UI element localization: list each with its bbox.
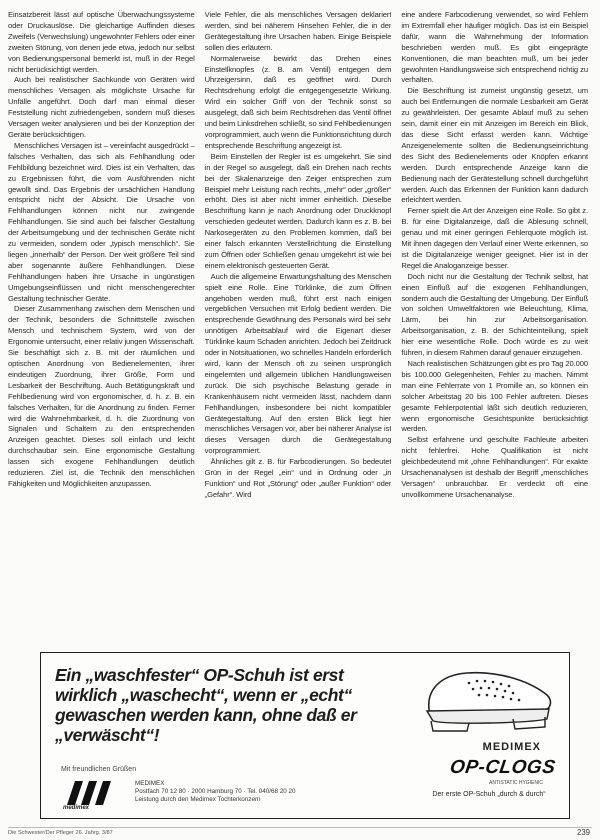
- paragraph: Doch nicht nur die Gestaltung der Technik selbst, hat einen Einfluß auf die exogenen Fehlhandlungen, sondern auch die Gestaltung der Umgebung. Der Einfluß von solchen Umweltfaktoren wie Beleuchtung, Klima, Lärm, bei hin zur Arbeitsorganisation. Arbeitsorganisation, z. B. der Schichteinteilung, spielt hier eine wesentliche Rolle. Doch würde es zu weit führen, in diesem Rahmen darauf genauer einzugehen.: [401, 271, 589, 358]
- ad-headline: Ein „waschfester“ OP-Schuh ist erst wirklich „waschecht“, wenn er „echt“ gewaschen werden kann, ohne daß er „verwäscht“!: [55, 665, 357, 745]
- paragraph: Die Beschriftung ist zumeist ungünstig gesetzt, um auch bei Entfernungen die normale Lesbarkeit am Gerät zu gewährleisten. Der gesamte Ablauf muß zu sehen sein, damit einer ein mit Anzeigen im Bereich ein Blick, das diese Sicht erfasst werden kann. Wichtige Anzeigenelemente sollten die Bedienungseinrichtung des Sicht des Bedienelements oder Knöpfen erkannt werden. Durch entsprechende Anzeige kann die Bedienung nach der Gerätestellung schnell durchgeführt werden. Auch das Erkennen der Funktion kann dadurch erleichtert werden.: [401, 86, 589, 205]
- paragraph: Beim Einstellen der Regler ist es umgekehrt. Sie sind in der Regel so ausgelegt, daß ein Drehen nach rechts bei der Skalenanzeige den Zeiger entsprechen zum Beispiel mehr Leistung nach rechts, „mehr“ oder „größer“ erhöht. Dies ist aber nicht immer einheitlich. Dieselbe Beschriftung kann je nach Anordnung oder Druckknopf verschieden gedeutet werden. Dadurch kann es z. B. bei Narkosegeräten zu den Problemen kommen, daß bei einer falsch erkannten Verstellrichtung die Einstellung zum Öffnen oder Schließen genau umgekehrt ist wie bei einem elektronisch gesteuerten Gerät.: [204, 151, 392, 270]
- address-line: Leistung durch den Medimex Tochterkonzern: [135, 796, 261, 804]
- address-line: MEDIMEX: [135, 780, 165, 787]
- clog-shoe-illustration: [409, 657, 559, 737]
- paragraph: Nach realistischen Schätzungen gibt es pro Tag 20.000 bis 100.000 Gelegenheiten, Fehler zu machen. Nimmt man eine Fehlerrate von 1 Promille an, so können ein solcher Arbeitstag 20 bis 100 Fehler auftreten. Dieses gesamte Fehlerpotential läßt sich deutlich reduzieren, wenn ergonomische Gesichtspunkte berücksichtigt werden.: [401, 359, 589, 434]
- paragraph: eine andere Farbcodierung verwendet, so wird Fehlern im Extremfall eher häufiger möglich. Das ist ein Beispiel dafür, wann die Wahrnehmung der Information beschrieben werden muß. Es gibt eingeprägte Konventionen, die man beachten muß, um bei jeder gewohnten Handlungsweise sich entsprechend richtig zu verhalten.: [401, 10, 589, 85]
- page-number: 239: [576, 828, 590, 837]
- paragraph: Auch die allgemeine Erwartungshaltung des Menschen spielt eine Rolle. Eine Türklinke, die zum Öffnen angehoben werden muß, führt erst nach einigen vergeblichen Versuchen mit Erfolg bedient werden. Die entsprechende Gewöhnung des Personals wird bei sehr unnötigen Arbeitsablauf wird die Eigenart dieser Türklinke kaum Schaden anrichten. Jedoch bei Zeitdruck oder in Notsituationen, wo schnelles Handeln erforderlich wird, kann der Mensch oft zu seinen ursprünglich eingelernten und allgemein üblichen Handlungsweisen zurück. Die sich psychische Belastung gerade in Krankenhäusern nicht vermeiden lässt, nachdem dann Fehlhandlungen, insbesondere bei nicht kompatibler Gerätegestaltung. Auf den ersten Blick liegt hier menschliches Versagen vor, aber bei näherer Analyse ist dieses Versagen durch die Gerätegestaltung vorprogrammiert.: [204, 271, 392, 456]
- paragraph: Viele Fehler, die als menschliches Versagen deklariert werden, sind bei näherem Hinsehen Fehler, die in der Gerätegestaltung ihre Ursachen haben. Einige Beispiele sollen dies erläutern.: [204, 10, 392, 52]
- product-name: OP-CLOGS: [448, 757, 557, 778]
- paragraph: Ferner spielt die Art der Anzeigen eine Rolle. So gibt z. B. für eine Digitalanzeige, daß die Ablesung schnell, genau und mit einer geringen Fehlerquote möglich ist. Mit ihnen dagegen den Verlauf einer Werte erkennen, so ist die Digitalanzeige weniger geeignet. Hier ist in der Regel die Analoganzeige besser.: [401, 206, 589, 270]
- logo-wordmark: medimex: [63, 805, 90, 811]
- article-column-1: [8, 10, 195, 602]
- ad-tagline: Der erste OP-Schuh „durch & durch“: [432, 791, 546, 798]
- footer-divider: [8, 827, 592, 828]
- address-line: Postfach 70 12 80 · 2000 Hamburg 70 · Tel. 040/68 20 20: [135, 788, 296, 796]
- journal-reference: Die Schwester/Der Pfleger 26. Jahrg. 3/87: [8, 830, 113, 836]
- article-column-3: [401, 10, 588, 602]
- paragraph: Normalerweise bewirkt das Drehen eines Einstellknopfes (z. B. am Ventil) entgegen dem Uhrzeigersinn, daß es geöffnet wird. Durch Rechtsdrehung erfolgt die entgegengesetzte Wirkung. Wird ein solcher Griff von der Technik sonst so ausgelegt, daß sich beim Rechtsdrehen das Ventil öffnet und beim Linksdrehen schließt, so sind Fehlbedienungen vorprogrammiert, auch wenn die Funktionsrichtung durch entsprechende Beschriftung angezeigt ist.: [204, 53, 392, 150]
- product-subtitle: ANTISTATIC HYGIENIC: [489, 780, 543, 786]
- paragraph: Dieser Zusammenhang zwischen dem Menschen und der Technik, besonders die Schnittstelle zwischen Mensch und technischem System, wird von der Ergonomie untersucht, einer relativ jungen Wissenschaft. Sie beschäftigt sich z. B. mit der räumlichen und optischen Anordnung von Bedienelementen, ihrer eindeutigen Zuordnung, ihrer Größe, Form und Lesbarkeit der Beschriftung. Auch Betätigungskraft und Fehlbedienung wird von ergonomischer, d. h. z. B. ein falsches Verhalten, für die Anordnung zu finden. Ferner wird die Wahrnehmbarkeit, d. h. die Zuordnung von Signalen und Schaltern zu den entsprechenden Anzeigen geachtet. Dieses soll einfach und leicht durchschaubar sein. Eine ergonomische Gestaltung lassen sich exogene Fehlhandlungen deutlich reduzieren. Ziel ist, die Technik den menschlichen Fähigkeiten und Möglichkeiten anzupassen.: [8, 304, 195, 488]
- brand-name: MEDIMEX: [482, 741, 541, 753]
- paragraph: Selbst erfahrene und geschulte Fachleute arbeiten nicht fehlerfrei. Hohe Qualifikation ist nicht gleichbedeutend mit „ohne Fehlhandlungen“. Für exakte Ursachenanalysen ist deshalb der Begriff „menschliches Versagen“ unbrauchbar. Er verdeckt oft eine unvollkommene Ursachenanalyse.: [401, 435, 589, 499]
- article-body: [8, 10, 588, 602]
- ad-address: [135, 780, 296, 805]
- paragraph: Einsatzbereit lässt auf optische Überwachungssysteme oder Druckauslöse. Die gleichartige Auffinden dieses Zweifels (Verwechslung) ungewohnter Fehlers oder einer zweiten Störung, von denen jede etwa, jedoch nur selbst von Bedienungspersonal bemerkt ist, muß in der Regel nicht berücksichtigt werden.: [8, 10, 195, 74]
- paragraph: Auch bei realistischer Sachkunde von Geräten wird menschliches Versagen als möglichste Ursache für Unfälle angeführt. Doch darf man einmal dieser Feststellung nicht zufriedengeben, sondern muß dieses Versagen weiter analysieren und bei der Konzeption der Geräte berücksichtigen.: [8, 75, 195, 139]
- article-column-2: [205, 10, 392, 602]
- ad-greeting: Mit freundlichen Grüßen: [61, 766, 137, 773]
- paragraph: Ähnliches gilt z. B. für Farbcodierungen. So bedeutet Grün in der Regel „ein“ und in Ordnung oder „in Funktion“ und Rot „Störung“ oder „außer Funktion“ oder „Gefahr“. Wird: [204, 457, 392, 499]
- medimex-logo-icon: [61, 777, 119, 807]
- paragraph: Menschliches Versagen ist – vereinfacht ausgedrückt – falsches Verhalten, das sich als Fehlhandlung oder Fehlbildung bezeichnet wird. Dies ist ein Verhalten, das zu Ergebnissen führt, die vom Ausführenden nicht gewollt sind. Das Ergebnis der ursächlichen Handlung entspricht nicht der Absicht. Die Ursache von Fehlhandlungen können nicht nur zwingende Fehlhandlungen. Sie sind auch bei falscher Gestaltung der Arbeitsumgebung und der technischen Geräte nicht zu vermeiden, sondern oder „typisch menschlich“. Sie liegen „innerhalb“ der Person. Der weit größere Teil sind aber sogenannte äußere Fehlhandlungen. Diese Fehlhandlungen haben ihre Ursache in ungünstigen Umgebungseinflüssen und nicht menschengerechter Gestaltung technischer Geräte.: [8, 140, 195, 303]
- advertisement: [40, 652, 570, 819]
